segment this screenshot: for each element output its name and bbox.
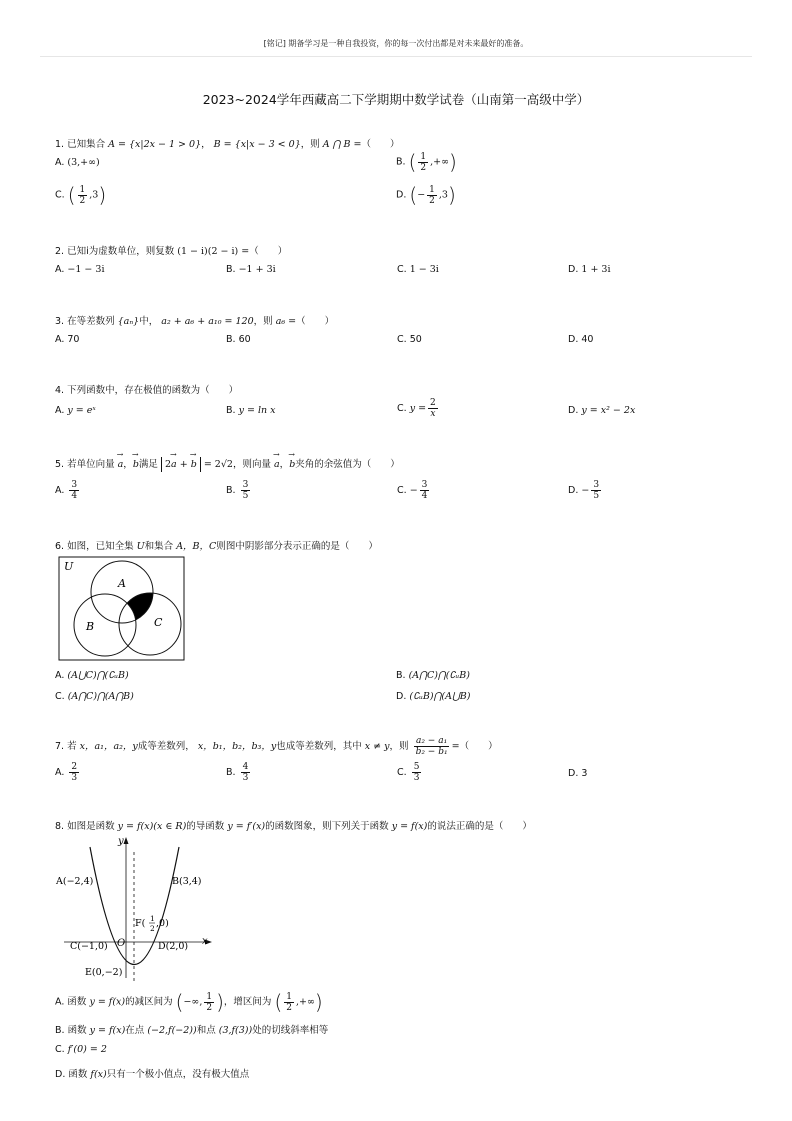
q7-also: 也成等差数列，其中 (276, 741, 362, 752)
motto-banner: [铭记] 期备学习是一种自我投资，你的每一次付出都是对未来最好的准备。 (263, 39, 529, 48)
numerator: 1 (420, 151, 427, 162)
q5-satisfies: 满足 (138, 459, 158, 470)
q8-option-d[interactable] (55, 1066, 249, 1080)
fraction (241, 480, 251, 501)
q5-option-b[interactable] (226, 480, 252, 501)
q7-fraction (414, 736, 450, 757)
q5-option-d[interactable] (568, 480, 603, 501)
option-value: ,3 (438, 189, 448, 201)
option-label: A. (55, 485, 65, 496)
option-label: B. (226, 405, 236, 416)
exam-title: 2023~2024学年西藏高二下学期期中数学试卷（山南第一高级中学） (202, 92, 590, 107)
option-label: C. (397, 264, 407, 275)
option-value: 50 (409, 334, 422, 345)
option-text: 和点 (196, 1025, 216, 1036)
q2-option-d[interactable] (568, 264, 611, 275)
q3-then: ，则 (253, 316, 273, 327)
q4-option-a[interactable] (55, 405, 96, 416)
q7-sequence-1: x，a₁，a₂，y (79, 741, 138, 752)
q5-option-c[interactable] (397, 480, 431, 501)
q3-blank: （ ） (296, 316, 335, 327)
q6-option-c[interactable] (55, 691, 134, 702)
option-value: y = eˣ (67, 405, 96, 416)
q3-option-c[interactable] (397, 334, 422, 345)
label-c: C (154, 616, 163, 629)
q5-stem-text: 5. 若单位向量 (55, 459, 115, 470)
x-label: x (202, 936, 208, 947)
q7-option-c[interactable] (397, 762, 423, 783)
q1-blank: （ ） (361, 139, 400, 150)
paren-close: ) (216, 990, 224, 1014)
point-a-label: A(−2,4) (56, 876, 94, 887)
q3-stem-text: 3. 在等差数列 (55, 316, 115, 327)
denominator: 3 (71, 773, 78, 783)
option-label: B. (226, 485, 236, 496)
interval-end: ,+∞ (296, 996, 315, 1008)
label-u: U (64, 560, 74, 573)
denominator: 2 (286, 1002, 292, 1013)
numerator: 1 (429, 184, 435, 195)
q6-sets: A，B，C (176, 541, 217, 552)
q1-expression: A ⋂ B = (322, 139, 362, 150)
q7-sequence-2: x，b₁，b₂，b₃，y (197, 741, 277, 752)
option-label: C. (397, 334, 407, 345)
q7-blank: （ ） (459, 741, 498, 752)
option-value: 40 (581, 334, 594, 345)
option-text: 函数 (67, 1025, 87, 1036)
option-value: −1 − 3i (67, 264, 105, 275)
venn-diagram (58, 556, 186, 662)
fraction (420, 480, 430, 501)
q7-equals: = (451, 741, 460, 752)
q7-option-a[interactable] (55, 762, 81, 783)
question-1 (55, 136, 399, 150)
numerator: 2 (71, 762, 78, 772)
option-label: B. (55, 1025, 65, 1036)
option-text: 只有一个极小值点，没有极大值点 (106, 1069, 250, 1080)
fraction (69, 762, 79, 783)
q1-set-b: B = {x|x − 3 < 0} (213, 139, 301, 150)
option-label: B. (226, 767, 236, 778)
fraction (591, 480, 601, 501)
q6-stem-text: 6. 如图，已知全集 (55, 541, 134, 552)
q6-option-d[interactable] (396, 691, 470, 702)
q1-stem-text: 1. 已知集合 (55, 139, 106, 150)
q6-option-a[interactable] (55, 670, 129, 681)
q2-option-c[interactable] (397, 264, 439, 275)
y-label: y (118, 836, 124, 847)
option-value: y = (409, 403, 427, 414)
paren-open: ( (175, 990, 184, 1014)
option-label: D. (55, 1069, 66, 1080)
option-value: 3 (581, 768, 588, 779)
option-label: B. (226, 334, 236, 345)
denominator: 2 (420, 162, 427, 173)
q3-option-b[interactable] (226, 334, 251, 345)
option-value: 60 (238, 334, 251, 345)
option-label: D. (568, 334, 579, 345)
denominator: 4 (421, 491, 428, 501)
interval-start: −∞, (183, 996, 203, 1008)
point-d-label: D(2,0) (158, 941, 189, 952)
option-label: C. (397, 767, 407, 778)
option-label: D. (568, 768, 579, 779)
question-2 (55, 243, 287, 257)
denominator: 5 (593, 491, 600, 501)
fraction (78, 185, 88, 206)
q4-option-d[interactable] (568, 405, 635, 416)
q7-stem-text: 7. 若 (55, 741, 77, 752)
option-value: (A⋂C)⋂(∁ᵤB) (408, 670, 470, 681)
q7-arith: 成等差数列， (137, 741, 195, 752)
header-divider (40, 56, 752, 57)
q3-expression: a₂ + a₆ + a₁₀ = 120 (161, 316, 254, 327)
option-point: (−2,f(−2)) (147, 1025, 197, 1036)
denominator: x (430, 409, 436, 419)
q6-option-b[interactable] (396, 670, 470, 681)
q4-option-c[interactable] (397, 398, 440, 419)
q5-equals: = 2√2 (203, 459, 233, 470)
fraction (69, 480, 79, 501)
numerator: 4 (242, 762, 249, 772)
point-f-prefix: F( (135, 918, 146, 929)
paren-close: ) (98, 183, 107, 207)
q2-expression: (1 − i)(2 − i) = (177, 246, 250, 257)
option-value: 70 (67, 334, 80, 345)
option-label: C. (55, 1044, 65, 1055)
denominator: 5 (242, 491, 249, 501)
vector-a: → a (274, 459, 280, 470)
option-function: f(x) (90, 1069, 107, 1080)
origin-label: O (117, 938, 126, 949)
coefficient: 2 (164, 459, 171, 470)
option-text: 在点 (125, 1025, 145, 1036)
derivative-graph (54, 832, 222, 982)
denominator: 4 (71, 491, 78, 501)
denominator: 2 (429, 195, 435, 206)
paren-close: ) (314, 990, 323, 1014)
paren-open: ( (67, 183, 76, 207)
q8-function: y = f(x)(x ∈ R) (117, 821, 187, 832)
q1-option-c[interactable] (55, 183, 106, 207)
fraction (418, 152, 428, 173)
paren-open: ( (274, 990, 283, 1014)
option-value: (A⋃C)⋂(∁ᵤB) (67, 670, 129, 681)
q4-option-b[interactable] (226, 405, 275, 416)
option-value: (3,+∞) (67, 157, 100, 168)
y-arrow-icon (124, 837, 129, 844)
q7-option-b[interactable] (226, 762, 252, 783)
q7-then: ，则 (389, 741, 409, 752)
q1-option-d[interactable] (396, 183, 456, 207)
q7-option-d[interactable] (568, 768, 587, 779)
numerator: 1 (206, 991, 213, 1002)
option-text: 函数 (68, 1069, 88, 1080)
option-value: y = ln x (238, 405, 276, 416)
option-value: 1 − 3i (409, 264, 439, 275)
option-label: A. (55, 670, 65, 681)
denominator: b₂ − b₁ (415, 747, 448, 757)
option-value: (∁ᵤB)⋂(A⋃B) (409, 691, 471, 702)
option-label: B. (226, 264, 236, 275)
denominator: 2 (79, 195, 86, 206)
option-label: A. (55, 405, 65, 416)
option-function: y = f(x) (89, 996, 126, 1008)
option-point: (3,f(3)) (218, 1025, 253, 1036)
q8-function-ref: y = f(x) (391, 821, 428, 832)
q2-stem-text: 2. 已知i为虚数单位，则复数 (55, 246, 175, 257)
numerator: 1 (286, 991, 292, 1002)
option-label: D. (568, 405, 579, 416)
numerator: a₂ − a₁ (415, 736, 448, 746)
numerator: 3 (593, 480, 600, 490)
q3-option-a[interactable] (55, 334, 79, 345)
q1-then: ，则 (300, 139, 320, 150)
q5-separator: ， (279, 459, 290, 470)
option-label: C. (397, 403, 407, 414)
q1-separator: ， (201, 139, 211, 150)
q1-option-b[interactable] (396, 150, 457, 174)
option-label: A. (55, 767, 65, 778)
option-label: B. (396, 156, 406, 168)
option-text: 处的切线斜率相等 (252, 1025, 329, 1036)
paren-close: ) (449, 150, 457, 174)
q2-option-a[interactable] (55, 264, 104, 275)
option-value: y = x² − 2x (581, 405, 636, 416)
option-label: C. (55, 691, 65, 702)
fraction (428, 398, 438, 419)
option-label: B. (396, 670, 406, 681)
minus-sign: − (417, 189, 426, 201)
paren-open: ( (408, 150, 417, 174)
question-4: 4. 下列函数中，存在极值的函数为（ ） (55, 385, 239, 396)
q7-condition: x ≠ y (364, 741, 390, 752)
label-a: A (118, 577, 126, 590)
point-e-label: E(0,−2) (85, 967, 123, 978)
paren-close: ) (447, 183, 456, 207)
option-label: D. (396, 189, 407, 201)
minus-sign: − (581, 485, 590, 496)
fraction (412, 762, 422, 783)
denominator: 2 (206, 1002, 213, 1013)
q3-in: 中， (139, 316, 159, 327)
q1-set-a: A = {x|2x − 1 > 0} (108, 139, 202, 150)
option-label: A. (55, 264, 65, 275)
vector-a: → a (171, 459, 177, 470)
vector-b: → b (191, 459, 197, 470)
option-label: D. (396, 691, 407, 702)
option-value: ,+∞ (430, 156, 450, 168)
option-label: D. (568, 264, 579, 275)
q5-then: ，则向量 (232, 459, 271, 470)
point-c-label: C(−1,0) (70, 941, 108, 952)
q5-separator: ， (123, 459, 133, 470)
option-value: f′(0) = 2 (67, 1044, 107, 1055)
vector-b: → b (133, 459, 139, 470)
question-5 (55, 456, 400, 472)
label-b: B (86, 620, 95, 633)
q8-question: 的说法正确的是（ ） (427, 821, 532, 832)
q8-derivative-of: 的导函数 (186, 821, 225, 832)
q8-derivative: y = f′(x) (227, 821, 266, 832)
question-3 (55, 313, 334, 327)
option-label: C. (397, 485, 407, 496)
numerator: 3 (421, 480, 428, 490)
point-f-denominator: 2 (150, 924, 155, 933)
numerator: 3 (71, 480, 78, 490)
option-text: 的减区间为 (125, 996, 173, 1008)
option-text: ，增区间为 (223, 996, 272, 1008)
plus-sign: + (179, 459, 188, 470)
numerator: 5 (413, 762, 420, 772)
point-f-numerator: 1 (150, 914, 155, 923)
q5-magnitude (161, 457, 201, 472)
option-function: y = f(x) (89, 1025, 126, 1036)
question-7 (55, 736, 498, 757)
q6-question: 则图中阴影部分表示正确的是（ ） (216, 541, 378, 552)
option-value: (A⋂C)⋂(A⋂B) (67, 691, 134, 702)
q5-question: 夹角的余弦值为（ ） (295, 459, 400, 470)
vector-b: → b (289, 459, 295, 470)
numerator: 3 (242, 480, 249, 490)
question-6 (55, 538, 378, 552)
q2-option-b[interactable] (226, 264, 276, 275)
paren-open: ( (409, 183, 418, 207)
fraction (284, 992, 294, 1013)
numerator: 2 (430, 398, 436, 408)
q6-and-sets: 和集合 (144, 541, 174, 552)
fraction (204, 992, 214, 1013)
denominator: 3 (242, 773, 249, 783)
q8-graph-text: 的函数图象，则下列关于函数 (265, 821, 389, 832)
q8-stem-text: 8. 如图是函数 (55, 821, 115, 832)
q6-universal-set: U (136, 541, 145, 552)
minus-sign: − (409, 485, 418, 496)
option-value: 1 + 3i (581, 264, 611, 275)
option-label: D. (568, 485, 579, 496)
q5-option-a[interactable] (55, 480, 81, 501)
q2-blank: （ ） (249, 246, 288, 257)
q3-target: a₆ = (275, 316, 297, 327)
point-f-suffix: ,0) (156, 918, 169, 929)
q8-option-a[interactable] (55, 990, 323, 1014)
fraction (427, 185, 437, 206)
q3-sequence: {aₙ} (117, 316, 140, 327)
option-label: A. (55, 334, 65, 345)
q8-option-b[interactable] (55, 1022, 328, 1036)
option-text: 函数 (67, 996, 87, 1008)
vector-a: → a (118, 459, 124, 470)
option-label: A. (55, 157, 65, 168)
option-value: −1 + 3i (238, 264, 276, 275)
q8-option-c[interactable] (55, 1044, 107, 1055)
question-8 (55, 818, 532, 832)
fraction (241, 762, 251, 783)
option-label: C. (55, 189, 65, 201)
option-label: A. (55, 996, 65, 1008)
option-value: ,3 (89, 189, 99, 201)
point-b-label: B(3,4) (172, 876, 202, 887)
q3-option-d[interactable] (568, 334, 593, 345)
numerator: 1 (79, 184, 86, 195)
q1-option-a[interactable] (55, 157, 100, 168)
denominator: 3 (413, 773, 420, 783)
